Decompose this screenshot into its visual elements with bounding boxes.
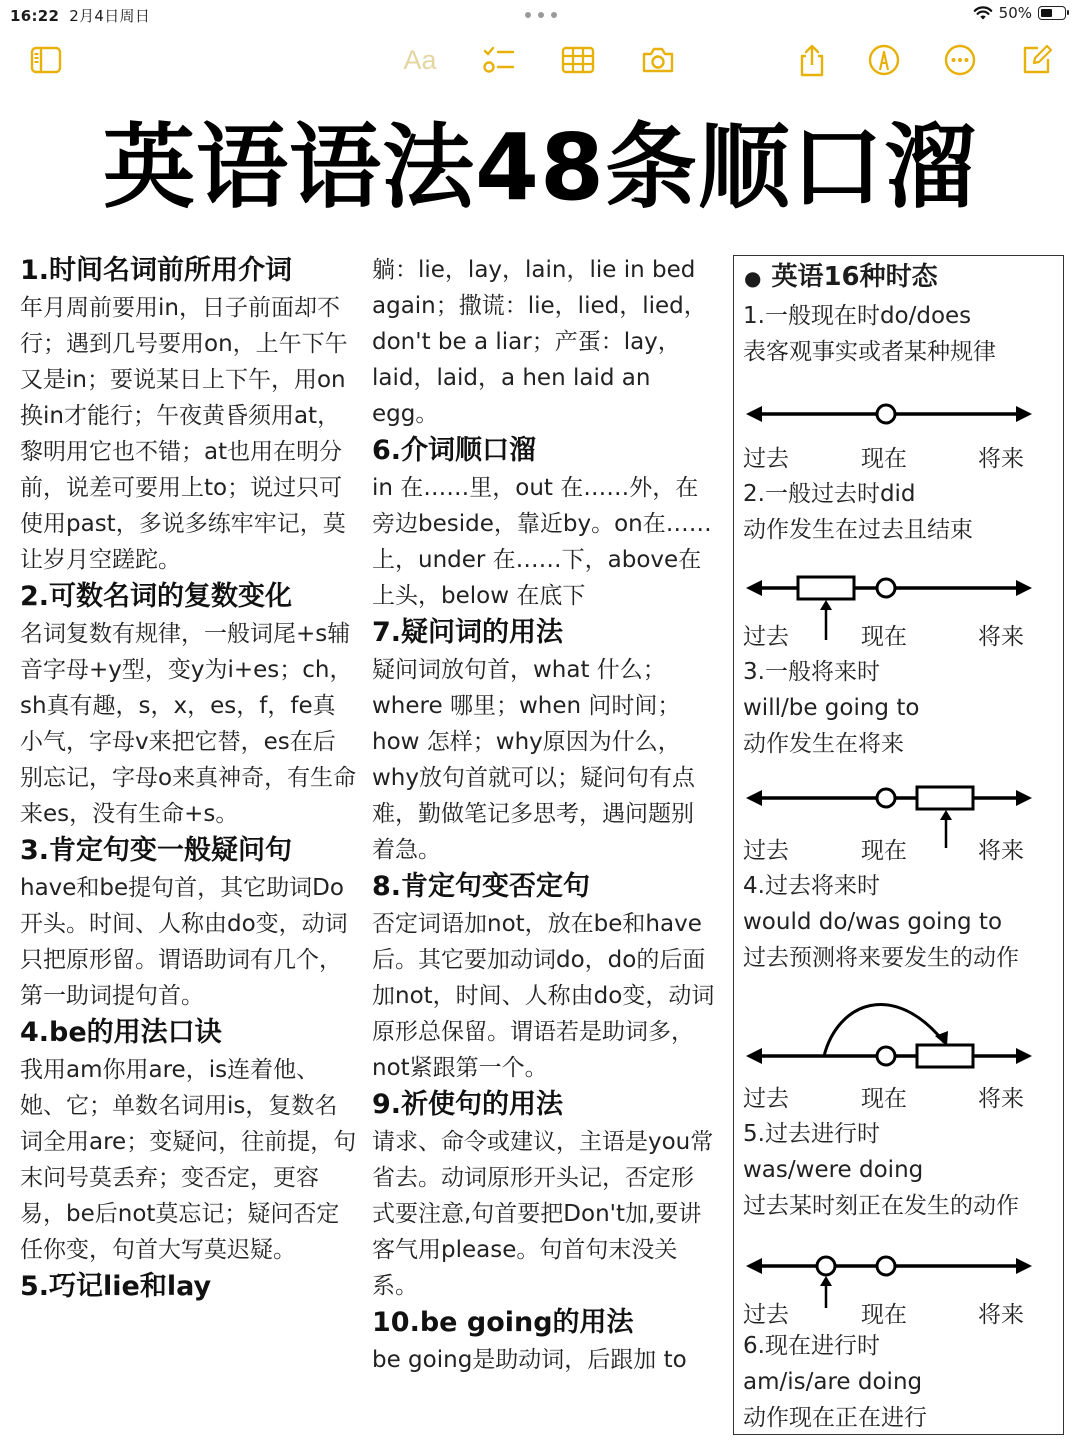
tense-desc: 动作发生在将来 — [743, 731, 904, 757]
timeline-label-now: 现在 — [861, 1086, 907, 1112]
section-body: 躺：lie，lay，lain，lie in bed again；撒谎：lie，lied，lied，don't be a liar；产蛋：lay，laid，laid，a hen laid an egg。 — [372, 257, 707, 427]
tense-desc: 动作发生在过去且结束 — [743, 517, 973, 543]
section-heading: 9.祈使句的用法 — [372, 1089, 564, 1120]
notes-toolbar — [0, 38, 1080, 86]
format-button[interactable] — [398, 38, 442, 82]
section-heading: 7.疑问词的用法 — [372, 617, 564, 648]
checklist-icon[interactable] — [476, 38, 520, 82]
table-icon[interactable] — [556, 38, 600, 82]
tense-name: 6.现在进行时 — [743, 1333, 880, 1359]
section-heading: 2.可数名词的复数变化 — [20, 581, 293, 612]
tense-desc: 过去预测将来要发生的动作 — [743, 945, 1019, 971]
tense-2 — [743, 476, 973, 548]
column-1 — [20, 252, 358, 1306]
page-title: 英语语法48条顺口溜 — [102, 114, 978, 221]
tense-desc: 过去某时刻正在发生的动作 — [743, 1193, 1019, 1219]
tense-desc: 表客观事实或者某种规律 — [743, 339, 996, 365]
status-bar — [0, 0, 1080, 30]
section-body: 请求、命令或建议，主语是you常省去。动词原形开头记，否定形式要注意,句首要把Don't加,要讲客气用please。句首句末没关系。 — [372, 1129, 714, 1299]
tense-name: 5.过去进行时 — [743, 1121, 880, 1147]
timeline-label-future: 将来 — [978, 446, 1024, 472]
section-heading: 10.be going的用法 — [372, 1307, 634, 1338]
share-icon[interactable] — [790, 38, 834, 82]
section-heading: 6.介词顺口溜 — [372, 435, 537, 466]
timeline-label-now: 现在 — [861, 838, 907, 864]
timeline-label-past: 过去 — [743, 1302, 789, 1328]
section-body: 疑问词放句首，what 什么；where 哪里；when 问时间；how 怎样；why原因为什么，why放句首就可以；疑问句有点难，勤做笔记多思考，遇问题别着急。 — [372, 657, 695, 863]
compose-icon[interactable] — [1014, 38, 1058, 82]
tense-1 — [743, 298, 996, 370]
tense-desc: 动作现在正在进行 — [743, 1405, 927, 1431]
markup-icon[interactable] — [862, 38, 906, 82]
section-body: be going是助动词，后跟加 to — [372, 1347, 687, 1373]
tense-name: 4.过去将来时 — [743, 873, 880, 899]
timeline-label-future: 将来 — [978, 1302, 1024, 1328]
battery-percent: 50% — [998, 4, 1032, 22]
tense-name: 3.一般将来时 — [743, 659, 880, 685]
tense-6 — [743, 1328, 927, 1436]
multitasking-dots[interactable] — [525, 12, 557, 18]
bullet-icon: ● — [744, 266, 762, 290]
format-label: Aa — [403, 44, 437, 75]
timeline-label-now: 现在 — [861, 624, 907, 650]
tense-form: will/be going to — [743, 695, 920, 721]
column-2 — [372, 252, 716, 1378]
section-heading: 3.肯定句变一般疑问句 — [20, 835, 293, 866]
more-icon[interactable] — [938, 38, 982, 82]
tenses-heading — [744, 258, 938, 297]
section-body: 否定词语加not，放在be和have后。其它要加动词do，do的后面加not，时间、人称由do变，动词原形总保留。谓语若是助词多，not紧跟第一个。 — [372, 911, 715, 1081]
tense-3 — [743, 654, 919, 762]
section-body: 我用am你用are，is连着他、她、它；单数名词用is，复数名词全用are；变疑问，往前提，句末问号莫丢弃；变否定，更容易，be后not莫忘记；疑问否定任你变，句首大写莫迟疑。 — [20, 1057, 357, 1263]
tense-form: was/were doing — [743, 1157, 924, 1183]
wifi-icon — [973, 5, 993, 21]
timeline-label-past: 过去 — [743, 838, 789, 864]
section-body: have和be提句首，其它助词Do开头。时间、人称由do变，动词只把原形留。谓语助词有几个，第一助词提句首。 — [20, 875, 348, 1009]
camera-icon[interactable] — [636, 38, 680, 82]
section-heading: 8.肯定句变否定句 — [372, 871, 591, 902]
tense-form: am/is/are doing — [743, 1369, 923, 1395]
section-body: 年月周前要用in，日子前面却不行；遇到几号要用on，上午下午又是in；要说某日上下午，用on换in才能行；午夜黄昏须用at，黎明用它也不错；at也用在明分前，说差可要用上to；说过只可使用past，多说多练牢牢记，莫让岁月空蹉跎。 — [20, 295, 348, 573]
status-right — [973, 4, 1066, 22]
timeline-label-now: 现在 — [861, 446, 907, 472]
timeline-label-past: 过去 — [743, 1086, 789, 1112]
timeline-label-now: 现在 — [861, 1302, 907, 1328]
timeline-label-past: 过去 — [743, 624, 789, 650]
tenses-box — [733, 255, 1064, 1435]
tense-name: 1.一般现在时do/does — [743, 303, 972, 329]
timeline-label-past: 过去 — [743, 446, 789, 472]
status-time: 16:22 — [10, 7, 60, 25]
timeline-label-future: 将来 — [978, 1086, 1024, 1112]
tense-5 — [743, 1116, 1019, 1224]
section-body: 名词复数有规律，一般词尾+s辅音字母+y型，变y为i+es；ch，sh真有趣，s，x，es，f，fe真小气，字母v来把它替，es在后别忘记，字母o来真神奇，有生命来es，没有生命+s。 — [20, 621, 357, 827]
section-body: in 在……里，out 在……外，在旁边beside，靠近by。on在……上，under 在……下，above在上头，below 在底下 — [372, 475, 712, 609]
tense-name: 2.一般过去时did — [743, 481, 916, 507]
section-heading: 4.be的用法口诀 — [20, 1017, 222, 1048]
section-heading: 5.巧记lie和lay — [20, 1271, 212, 1302]
sidebar-icon[interactable] — [24, 38, 68, 82]
battery-icon — [1038, 6, 1066, 20]
status-time-date — [10, 5, 150, 26]
status-date: 2月4日周日 — [69, 7, 151, 25]
timeline-label-future: 将来 — [978, 838, 1024, 864]
tense-4 — [743, 868, 1019, 976]
tense-form: would do/was going to — [743, 909, 1003, 935]
timeline-label-future: 将来 — [978, 624, 1024, 650]
tenses-heading-text: 英语16种时态 — [771, 262, 938, 292]
section-heading: 1.时间名词前所用介词 — [20, 255, 293, 286]
